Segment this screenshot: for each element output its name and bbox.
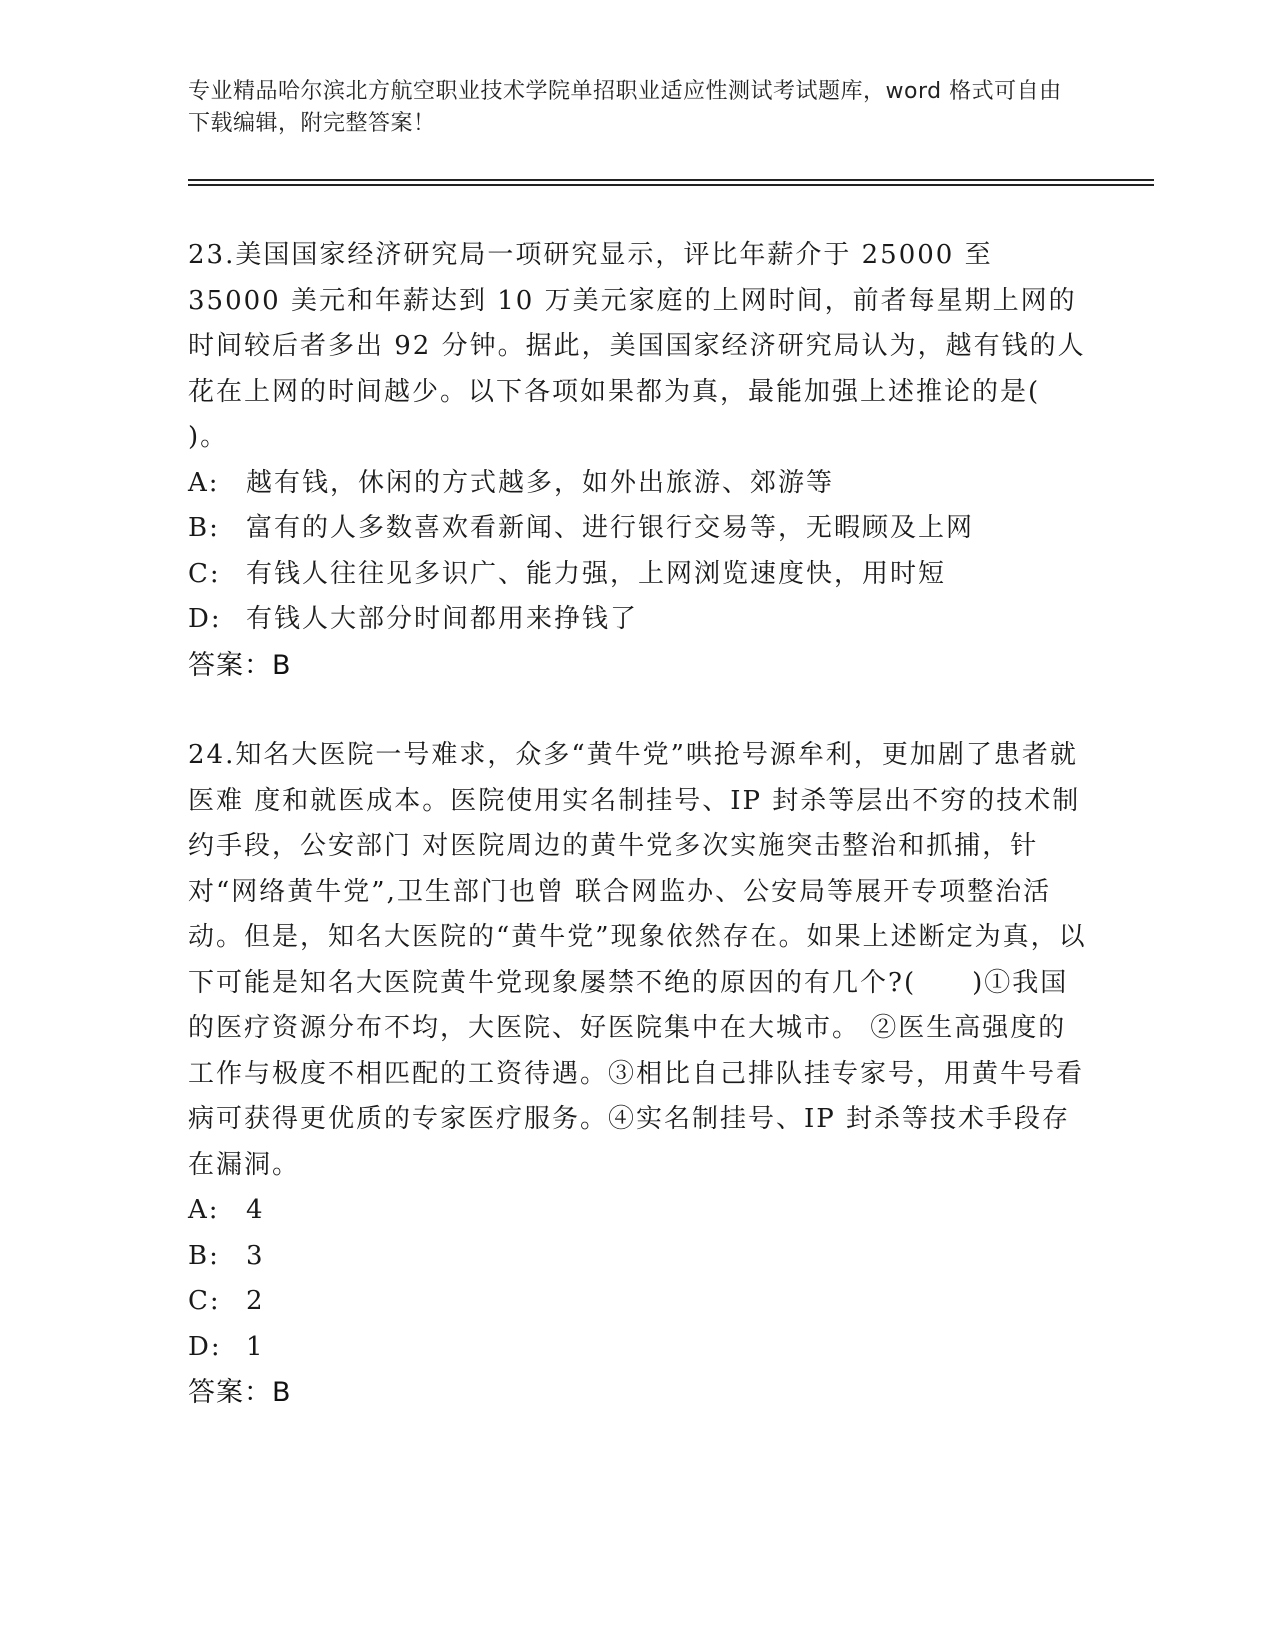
header-divider	[188, 184, 1154, 186]
option-letter: D:	[188, 1331, 222, 1362]
option-a	[188, 1188, 1088, 1234]
option-d	[188, 1325, 1088, 1371]
option-a	[188, 461, 1088, 507]
option-letter: B:	[188, 513, 220, 543]
option-d	[188, 597, 1088, 643]
question-block	[188, 233, 1088, 688]
question-block	[188, 733, 1088, 1416]
option-text: 富有的人多数喜欢看新闻、进行银行交易等，无暇顾及上网	[246, 513, 975, 543]
option-letter: B:	[188, 1240, 220, 1271]
option-text: 越有钱，休闲的方式越多，如外出旅游、郊游等	[246, 467, 835, 498]
option-c	[188, 552, 1088, 598]
option-text: 2	[246, 1286, 265, 1316]
answer-line: 答案：B	[188, 1377, 292, 1408]
option-letter: A:	[188, 1195, 220, 1225]
option-letter: C:	[188, 558, 221, 589]
option-text: 1	[246, 1331, 265, 1362]
option-letter: D:	[188, 604, 222, 634]
option-letter: C:	[188, 1286, 221, 1316]
answer-line: 答案：B	[188, 649, 292, 681]
option-text: 有钱人大部分时间都用来挣钱了	[246, 604, 639, 634]
option-text: 4	[246, 1195, 265, 1225]
option-list	[188, 1188, 1088, 1370]
option-letter: A:	[188, 467, 220, 498]
option-b	[188, 1234, 1088, 1280]
option-c	[188, 1279, 1088, 1325]
header-description: 专业精品哈尔滨北方航空职业技术学院单招职业适应性测试考试题库，word 格式可自由下载编辑，附完整答案！	[188, 79, 1062, 136]
option-text: 3	[246, 1240, 265, 1271]
header-divider	[188, 179, 1154, 181]
question-stem: 24.知名大医院一号难求，众多“黄牛党”哄抢号源牟利，更加剧了患者就医难 度和就医成本。医院使用实名制挂号、IP 封杀等层出不穷的技术制约手段，公安部门 对医院周边的黄牛党多次实施突击整治和抓捕，针对“网络黄牛党”,卫生部门也曾 联合网监办、公安局等展开专项整治活动。但是，知名大医院的“黄牛党”现象依然存在。如果上述断定为真，以下可能是知名大医院黄牛党现象屡禁不绝的原因的有几个?( )①我国的医疗资源分布不均，大医院、好医院集中在大城市。 ②医生高强度的工作与极度不相匹配的工资待遇。③相比自己排队挂专家号，用黄牛号看病可获得更优质的专家医疗服务。④实名制挂号、IP 封杀等技术手段存在漏洞。	[188, 740, 1087, 1180]
question-stem: 23.美国国家经济研究局一项研究显示，评比年薪介于 25000 至 35000 美元和年薪达到 10 万美元家庭的上网时间，前者每星期上网的时间较后者多出 92 分钟。据此，美国国家经济研究局认为，越有钱的人花在上网的时间越少。以下各项如果都为真，最能加强上述推论的是( )。	[188, 240, 1086, 452]
option-text: 有钱人往往见多识广、能力强，上网浏览速度快，用时短	[246, 558, 947, 589]
option-list	[188, 461, 1088, 643]
option-b	[188, 506, 1088, 552]
